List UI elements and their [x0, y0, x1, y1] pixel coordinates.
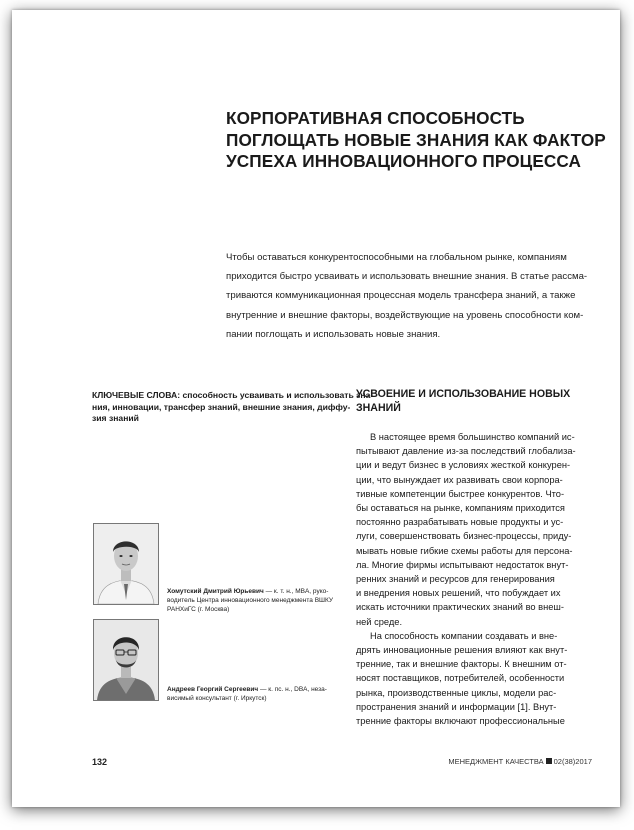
author-bio-line: висимый консультант (г. Иркутск)	[167, 695, 267, 702]
body-line: носят поставщиков, потребителей, особенности	[356, 673, 565, 684]
body-line: ции, что вынуждает их развивать свои корпора-	[356, 474, 563, 485]
author-photo-khomutsky	[93, 523, 159, 605]
body-line: рынка, производственные циклы, модели рас-	[356, 687, 557, 698]
author-bio-line: — к. т. н., MBA, руко-	[265, 588, 329, 595]
abstract-line: приходится быстро усваивать и использовать внешние знания. В статье рассма-	[226, 271, 588, 283]
abstract-line: внутренние и внешние факторы, воздействующие на уровень способности ком-	[226, 309, 584, 321]
body-line: и внедрения новых решений, что побуждает их	[356, 588, 561, 599]
journal-name: МЕНЕДЖМЕНТ КАЧЕСТВА	[448, 757, 544, 766]
title-line: ПОГЛОЩАТЬ НОВЫЕ ЗНАНИЯ КАК ФАКТОР	[226, 129, 606, 150]
keywords-text: зия знаний	[92, 413, 139, 423]
body-line: мывать новые гибкие схемы работы для персона-	[356, 545, 573, 556]
body-line: ренних знаний и ресурсов для генерирования	[356, 574, 555, 585]
keywords-block	[92, 390, 374, 425]
body-line: пространения знаний и информации [1]. Внут-	[356, 701, 557, 712]
article-title	[226, 108, 606, 173]
author-bio-line: водитель Центра инновационного менеджмента ВШКУ	[167, 597, 333, 604]
body-line: тренние, так и внешние факторы. К внешним от-	[356, 659, 567, 670]
author-name: Андреев Георгий Сергеевич	[167, 686, 259, 693]
author-bio-line: РАНХиГС (г. Москва)	[167, 606, 230, 613]
journal-page	[12, 10, 620, 807]
square-separator-icon	[546, 758, 552, 764]
page-number: 132	[92, 757, 108, 767]
section-body	[356, 430, 604, 728]
title-line: УСПЕХА ИННОВАЦИОННОГО ПРОЦЕССА	[226, 151, 582, 171]
abstract-line: триваются коммуникационная процессная модель трансфера знаний, а также	[226, 290, 576, 302]
section-heading-line: УСВОЕНИЕ И ИСПОЛЬЗОВАНИЕ НОВЫХ	[356, 388, 571, 400]
body-line: искать источники практических знаний во внеш-	[356, 602, 564, 613]
body-line: На способность компании создавать и вне-	[370, 630, 558, 641]
article-abstract	[226, 248, 596, 344]
body-line: пытывают давление из-за последствий глобализа-	[356, 446, 576, 457]
body-line: ней среде.	[356, 616, 403, 627]
title-line: КОРПОРАТИВНАЯ СПОСОБНОСТЬ	[226, 108, 525, 128]
keywords-text: способность усваивать и использовать зна-	[182, 390, 374, 400]
body-line: дрять инновационные решения влияют как внут-	[356, 645, 568, 656]
author-bio-andreev	[167, 685, 337, 703]
body-line: тренние факторы включают профессиональные	[356, 716, 565, 727]
body-line: луги, совершенствовать бизнес-процессы, приду-	[356, 531, 572, 542]
body-line: постоянно разрабатывать новые продукты и ус-	[356, 517, 564, 528]
abstract-line: Чтобы оставаться конкурентоспособными на глобальном рынке, компаниям	[226, 252, 567, 263]
author-photo-andreev	[93, 619, 159, 701]
body-line: В настоящее время большинство компаний ис-	[370, 432, 575, 442]
keywords-text: ния, инновации, трансфер знаний, внешние знания, диффу-	[92, 401, 351, 412]
author-bio-khomutsky	[167, 587, 337, 614]
body-line: ла. Многие фирмы испытывают недостаток внут-	[356, 559, 569, 570]
body-line: бы оставаться на рынке, компаниям приходится	[356, 503, 565, 514]
author-name: Хомутский Дмитрий Юрьевич	[167, 588, 264, 595]
journal-footer	[448, 757, 592, 766]
keywords-label: КЛЮЧЕВЫЕ СЛОВА:	[92, 390, 181, 400]
section-heading-line: ЗНАНИЙ	[356, 401, 401, 414]
body-line: тивные компетенции быстрее конкурентов. Что-	[356, 488, 565, 499]
author-bio-line: — к. пс. н., DBA, неза-	[259, 686, 327, 693]
body-line: ции и ведут бизнес в условиях жесткой конкурен-	[356, 460, 571, 471]
abstract-line: пании поглощать и использовать новые знания.	[226, 328, 441, 340]
section-heading	[356, 388, 606, 415]
journal-issue: 02(38)2017	[553, 757, 592, 766]
